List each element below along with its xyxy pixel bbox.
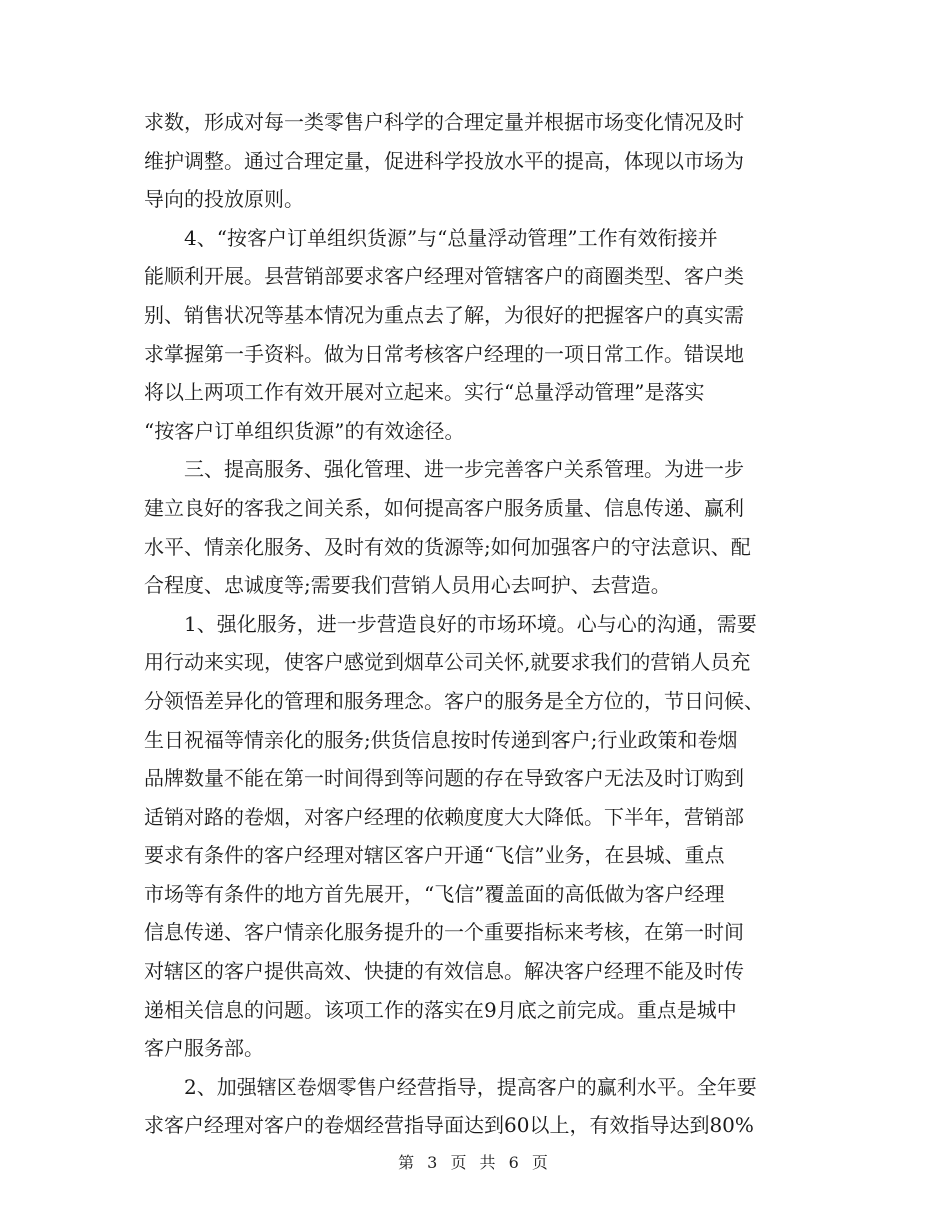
text-line: 市场等有条件的地方首先展开，“飞信”覆盖面的高低做为客户经理 bbox=[144, 881, 725, 906]
text-line: 用行动来实现，使客户感觉到烟草公司关怀,就要求我们的营销人员充 bbox=[144, 650, 751, 675]
text-line: 求掌握第一手资料。做为日常考核客户经理的一项日常工作。错误地 bbox=[144, 341, 744, 366]
text-line: 能顺利开展。县营销部要求客户经理对管辖客户的商圈类型、客户类 bbox=[144, 264, 744, 289]
text-line: 求客户经理对客户的卷烟经营指导面达到60以上，有效指导达到80% bbox=[144, 1113, 754, 1138]
text-line: 水平、情亲化服务、及时有效的货源等;如何加强客户的守法意识、配 bbox=[144, 534, 751, 559]
text-line: 求数，形成对每一类零售户科学的合理定量并根据市场变化情况及时 bbox=[144, 110, 744, 134]
text-line: 生日祝福等情亲化的服务;供货信息按时传递到客户;行业政策和卷烟 bbox=[144, 727, 738, 752]
document-body bbox=[144, 103, 806, 1145]
text-line: 要求有条件的客户经理对辖区客户开通“飞信”业务，在县城、重点 bbox=[144, 843, 725, 868]
text-line: 别、销售状况等基本情况为重点去了解，为很好的把握客户的真实需 bbox=[144, 302, 744, 327]
text-line: 维护调整。通过合理定量，促进科学投放水平的提高，体现以市场为 bbox=[144, 148, 744, 173]
text-line: 将以上两项工作有效开展对立起来。实行“总量浮动管理”是落实 bbox=[144, 380, 705, 405]
text-line: 品牌数量不能在第一时间得到等问题的存在导致客户无法及时订购到 bbox=[144, 766, 744, 791]
page-number-footer: 第 3 页 共 6 页 bbox=[398, 1153, 552, 1172]
paragraph-start-line: 三、提高服务、强化管理、进一步完善客户关系管理。为进一步 bbox=[184, 457, 744, 482]
text-line: 信息传递、客户情亲化服务提升的一个重要指标来考核，在第一时间 bbox=[144, 920, 744, 945]
text-line: 导向的投放原则。 bbox=[144, 187, 304, 212]
text-line: 合程度、忠诚度等;需要我们营销人员用心去呵护、去营造。 bbox=[144, 573, 671, 598]
paragraph-start-line: 1、强化服务，进一步营造良好的市场环境。心与心的沟通，需要 bbox=[184, 611, 757, 636]
paragraph-start-line: 2、加强辖区卷烟零售户经营指导，提高客户的赢利水平。全年要 bbox=[184, 1074, 757, 1099]
text-line: 建立良好的客我之间关系，如何提高客户服务质量、信息传递、赢利 bbox=[144, 495, 744, 520]
text-line: 分领悟差异化的管理和服务理念。客户的服务是全方位的，节日问候、 bbox=[144, 688, 764, 713]
paragraph-start-line: 4、“按客户订单组织货源”与“总量浮动管理”工作有效衔接并 bbox=[184, 225, 718, 250]
text-line: 对辖区的客户提供高效、快捷的有效信息。解决客户经理不能及时传 bbox=[144, 959, 744, 984]
text-line: “按客户订单组织货源”的有效途径。 bbox=[144, 418, 465, 443]
text-line: 客户服务部。 bbox=[144, 1036, 264, 1061]
text-line: 适销对路的卷烟，对客户经理的依赖度度大大降低。下半年，营销部 bbox=[144, 804, 744, 829]
text-line: 递相关信息的问题。该项工作的落实在9月底之前完成。重点是城中 bbox=[144, 997, 737, 1022]
